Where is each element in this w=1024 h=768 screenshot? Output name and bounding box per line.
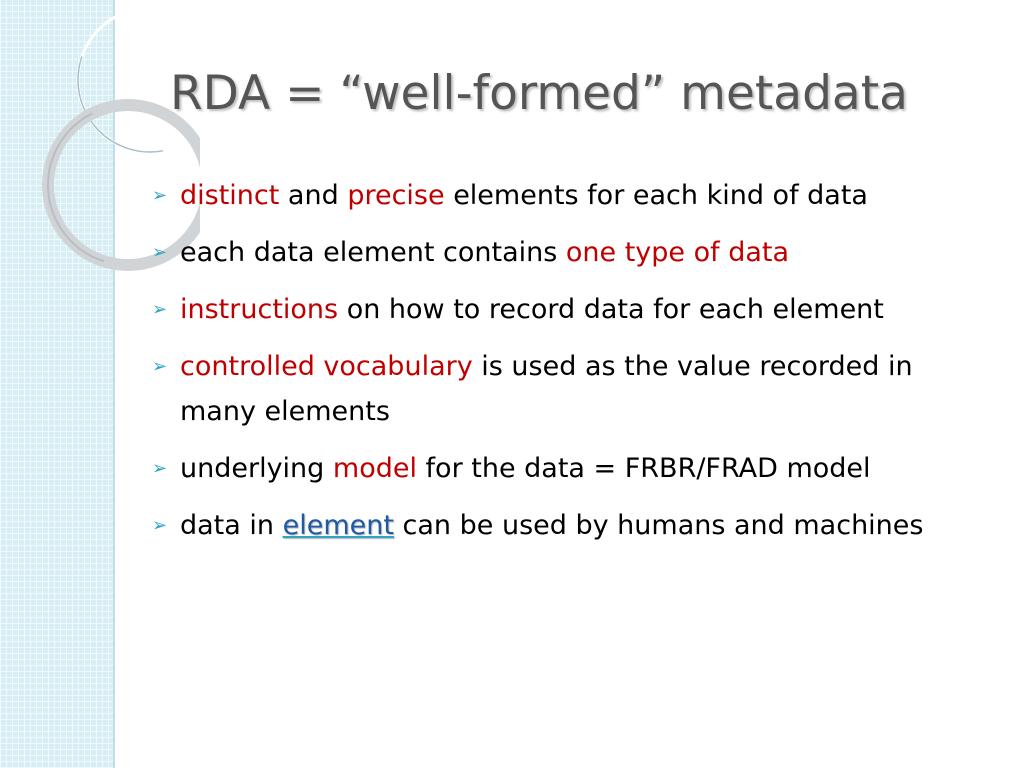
bullet-text: each data element contains — [180, 237, 566, 268]
bullet-text: for the data = FRBR/FRAD model — [416, 453, 871, 484]
emphasized-term: distinct — [180, 180, 280, 211]
emphasized-term: controlled vocabulary — [180, 351, 473, 382]
bullet-item — [150, 173, 950, 218]
bullet-item — [150, 230, 950, 275]
arrow-bullet-icon: ➢ — [152, 356, 168, 377]
arrow-bullet-icon: ➢ — [152, 458, 168, 479]
bullet-text: data in — [180, 510, 283, 541]
arrow-bullet-icon: ➢ — [152, 299, 168, 320]
bullet-text: and — [279, 180, 348, 211]
bullet-text: on how to record data for each element — [338, 294, 884, 325]
emphasized-term: model — [332, 453, 417, 484]
emphasized-term: precise — [347, 180, 445, 211]
bullet-item — [150, 503, 950, 548]
bullet-item — [150, 344, 950, 434]
bullet-item — [150, 287, 950, 332]
element-link[interactable]: element — [282, 510, 394, 541]
arrow-bullet-icon: ➢ — [152, 515, 168, 536]
bullet-text: is used as the value recorded in many elements — [180, 351, 913, 427]
bullet-list — [150, 173, 950, 560]
bullet-text: elements for each kind of data — [444, 180, 868, 211]
emphasized-term: one type of data — [565, 237, 790, 268]
emphasized-term: instructions — [180, 294, 339, 325]
arrow-bullet-icon: ➢ — [152, 242, 168, 263]
slide-title: RDA = “well-formed” metadata — [170, 66, 908, 121]
arrow-bullet-icon: ➢ — [152, 185, 168, 206]
bullet-text: can be used by humans and machines — [393, 510, 924, 541]
bullet-text: underlying — [180, 453, 333, 484]
bullet-item — [150, 446, 950, 491]
